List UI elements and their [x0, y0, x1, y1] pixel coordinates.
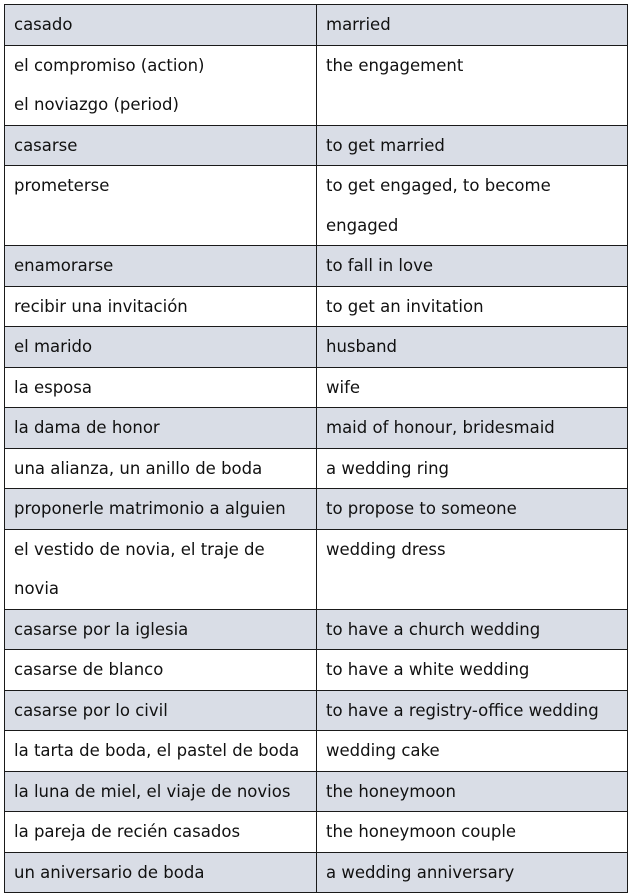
spanish-term: casado	[14, 15, 73, 34]
english-translation-cell	[317, 286, 628, 327]
spanish-term-cell	[5, 45, 317, 125]
english-translation-cell	[317, 812, 628, 853]
table-row	[5, 327, 628, 368]
spanish-term-cell	[5, 489, 317, 530]
table-row	[5, 812, 628, 853]
spanish-term-cell	[5, 609, 317, 650]
table-row	[5, 448, 628, 489]
spanish-term: el noviazgo (period)	[14, 95, 179, 114]
spanish-term: casarse por lo civil	[14, 700, 168, 720]
spanish-term: el vestido de novia, el traje de	[14, 539, 265, 559]
spanish-term-cell	[5, 5, 317, 46]
spanish-term: enamorarse	[14, 256, 114, 275]
english-translation: to have a registry-office wedding	[326, 700, 599, 720]
english-translation-cell	[317, 5, 628, 46]
english-translation: the engagement	[326, 55, 464, 75]
english-translation: engaged	[326, 215, 399, 235]
spanish-term-cell	[5, 327, 317, 368]
spanish-term: la tarta de boda, el pastel de boda	[14, 741, 300, 760]
spanish-term: novia	[14, 579, 60, 598]
spanish-term: el marido	[14, 337, 93, 356]
english-translation-cell	[317, 45, 628, 125]
english-translation: to fall in love	[326, 256, 434, 275]
spanish-term-cell	[5, 529, 317, 609]
vocabulary-table-body	[5, 5, 628, 893]
table-row	[5, 125, 628, 166]
spanish-term-cell	[5, 690, 317, 731]
spanish-term: el compromiso (action)	[14, 55, 205, 75]
english-translation: husband	[326, 337, 398, 356]
spanish-term: casarse de blanco	[14, 660, 164, 679]
spanish-term: la pareja de recién casados	[14, 822, 241, 841]
table-row	[5, 489, 628, 530]
table-row	[5, 690, 628, 731]
spanish-term-cell	[5, 812, 317, 853]
english-translation-cell	[317, 489, 628, 530]
english-translation-cell	[317, 731, 628, 772]
table-row	[5, 45, 628, 125]
spanish-term-cell	[5, 166, 317, 246]
table-row	[5, 529, 628, 609]
table-row	[5, 166, 628, 246]
vocabulary-table	[4, 4, 628, 893]
spanish-term: prometerse	[14, 176, 110, 195]
spanish-term: un aniversario de boda	[14, 862, 205, 882]
english-translation-cell	[317, 166, 628, 246]
table-row	[5, 246, 628, 287]
spanish-term: la dama de honor	[14, 418, 160, 437]
spanish-term: recibir una invitación	[14, 296, 188, 316]
spanish-term-cell	[5, 852, 317, 893]
spanish-term-cell	[5, 125, 317, 166]
table-row	[5, 609, 628, 650]
english-translation: married	[326, 15, 391, 34]
spanish-term: la esposa	[14, 377, 92, 397]
spanish-term: la luna de miel, el viaje de novios	[14, 781, 291, 801]
english-translation: maid of honour, bridesmaid	[326, 418, 555, 437]
english-translation-cell	[317, 852, 628, 893]
table-row	[5, 408, 628, 449]
spanish-term-cell	[5, 650, 317, 691]
english-translation: wife	[326, 377, 361, 397]
table-row	[5, 852, 628, 893]
spanish-term-cell	[5, 246, 317, 287]
table-row	[5, 650, 628, 691]
english-translation: the honeymoon	[326, 781, 456, 801]
english-translation: to propose to someone	[326, 499, 517, 518]
table-row	[5, 367, 628, 408]
english-translation: the honeymoon couple	[326, 822, 517, 841]
english-translation-cell	[317, 609, 628, 650]
spanish-term-cell	[5, 771, 317, 812]
english-translation: wedding cake	[326, 741, 440, 760]
english-translation-cell	[317, 246, 628, 287]
spanish-term: una alianza, un anillo de boda	[14, 458, 263, 478]
english-translation-cell	[317, 408, 628, 449]
spanish-term-cell	[5, 731, 317, 772]
spanish-term-cell	[5, 367, 317, 408]
table-row	[5, 731, 628, 772]
english-translation-cell	[317, 367, 628, 408]
english-translation-cell	[317, 448, 628, 489]
spanish-term-cell	[5, 408, 317, 449]
table-row	[5, 771, 628, 812]
spanish-term: casarse	[14, 135, 78, 155]
english-translation-cell	[317, 650, 628, 691]
english-translation: to get married	[326, 135, 445, 155]
table-row	[5, 5, 628, 46]
spanish-term: proponerle matrimonio a alguien	[14, 499, 286, 518]
english-translation: a wedding ring	[326, 458, 450, 478]
english-translation: to get an invitation	[326, 296, 484, 316]
spanish-term: casarse por la iglesia	[14, 619, 189, 639]
english-translation-cell	[317, 327, 628, 368]
english-translation: to have a white wedding	[326, 660, 530, 679]
english-translation-cell	[317, 529, 628, 609]
english-translation-cell	[317, 771, 628, 812]
english-translation: a wedding anniversary	[326, 862, 515, 882]
table-row	[5, 286, 628, 327]
english-translation-cell	[317, 690, 628, 731]
english-translation-cell	[317, 125, 628, 166]
spanish-term-cell	[5, 286, 317, 327]
english-translation: to have a church wedding	[326, 619, 541, 639]
english-translation: wedding dress	[326, 539, 446, 559]
english-translation: to get engaged, to become	[326, 176, 551, 195]
spanish-term-cell	[5, 448, 317, 489]
